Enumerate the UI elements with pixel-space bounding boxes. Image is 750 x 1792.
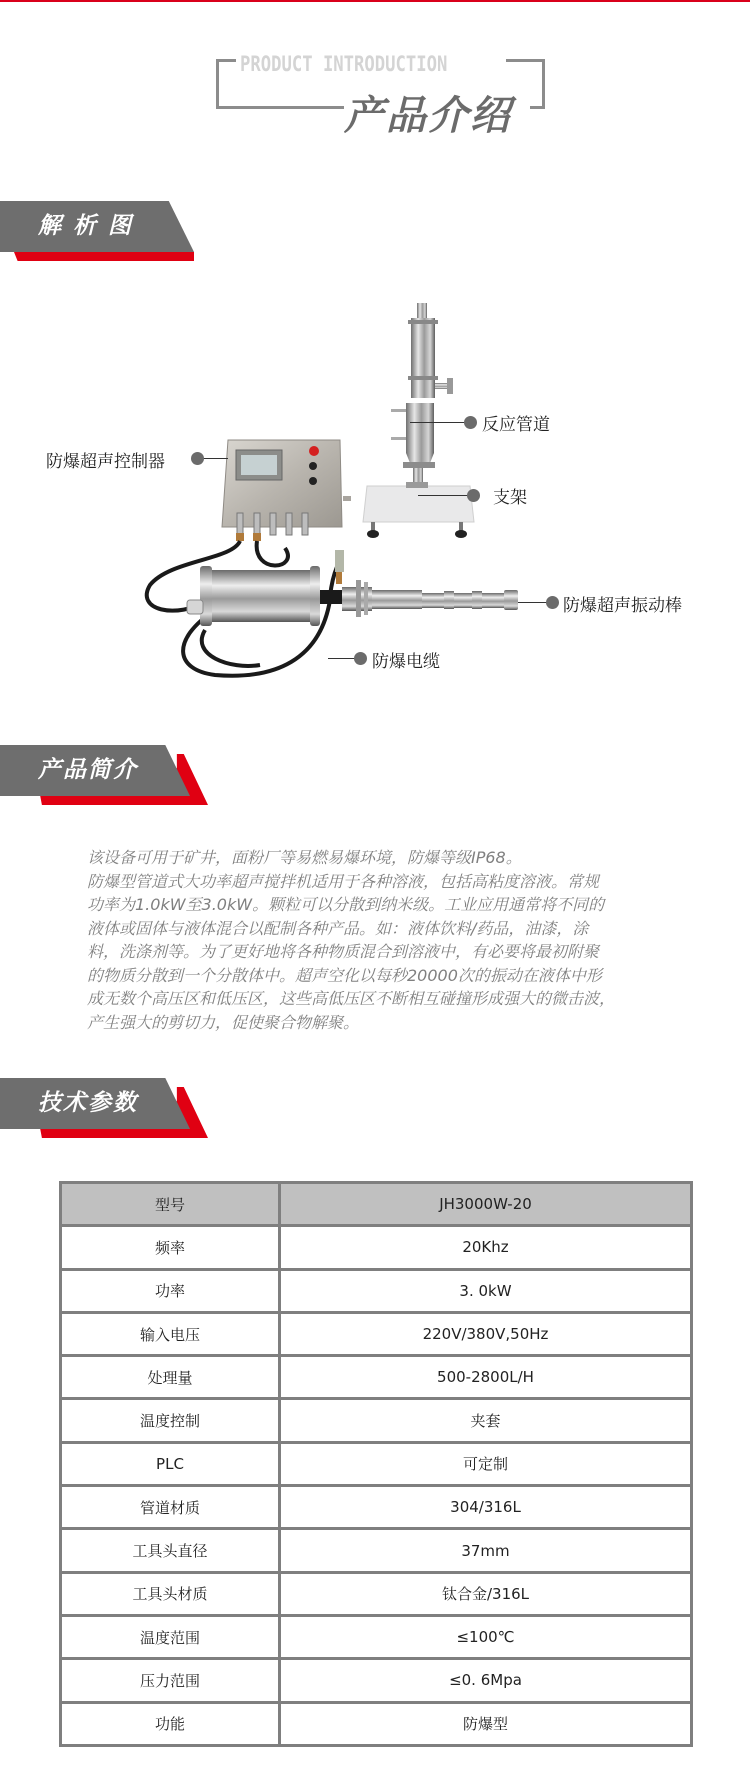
- table-row: [61, 1269, 692, 1312]
- callout-stand: 支架: [493, 488, 527, 508]
- spec-key: 型号: [61, 1183, 280, 1226]
- intro-line: 产生强大的剪切力，促使聚合物解聚。: [87, 1012, 360, 1032]
- spec-value: ≤100℃: [280, 1615, 692, 1658]
- intro-line: 功率为1.0kW至3.0kW。颗粒可以分散到纳米级。工业应用通常将不同的: [87, 895, 605, 914]
- spec-value: 20Khz: [280, 1226, 692, 1269]
- spec-key: 管道材质: [61, 1486, 280, 1529]
- section-header-intro: [0, 745, 240, 815]
- title-bracket-right: [542, 59, 545, 109]
- spec-key: 温度范围: [61, 1615, 280, 1658]
- spec-key: 输入电压: [61, 1312, 280, 1355]
- spec-value: 可定制: [280, 1442, 692, 1485]
- spec-key: 频率: [61, 1226, 280, 1269]
- section-title: 解 析 图: [38, 213, 134, 239]
- spec-value: 3. 0kW: [280, 1269, 692, 1312]
- title-bracket-bottom-left: [216, 106, 344, 109]
- callout-dot-controller: [191, 452, 204, 465]
- table-row: [61, 1486, 692, 1529]
- spec-table: [59, 1181, 693, 1747]
- table-row: [61, 1226, 692, 1269]
- table-row: [61, 1356, 692, 1399]
- table-row: [61, 1615, 692, 1658]
- table-row: [61, 1312, 692, 1355]
- callout-dot-reactor: [464, 416, 477, 429]
- callout-dot-rod: [546, 596, 559, 609]
- table-row: [61, 1529, 692, 1572]
- title-bracket-top-right: [506, 59, 545, 62]
- spec-value: 304/316L: [280, 1486, 692, 1529]
- callout-dot-stand: [467, 489, 480, 502]
- title-bracket-bottom-right: [530, 106, 545, 109]
- section-header-specs: [0, 1078, 240, 1148]
- title-bracket-left: [216, 59, 219, 109]
- spec-value: 37mm: [280, 1529, 692, 1572]
- callout-vibration-rod: 防爆超声振动棒: [563, 596, 682, 616]
- table-row: [61, 1659, 692, 1702]
- spec-value: 500-2800L/H: [280, 1356, 692, 1399]
- callout-line-stand: [418, 495, 473, 496]
- callout-dot-cable: [354, 652, 367, 665]
- intro-line: 料，洗涤剂等。为了更好地将各种物质混合到溶液中，有必要将最初附聚: [87, 942, 600, 961]
- section-underline: [14, 252, 194, 261]
- spec-key: 处理量: [61, 1356, 280, 1399]
- spec-key: 功能: [61, 1702, 280, 1745]
- spec-key: 温度控制: [61, 1399, 280, 1442]
- table-row: [61, 1399, 692, 1442]
- section-header-diagram: [0, 201, 240, 271]
- callout-line-reactor: [410, 422, 470, 423]
- callout-controller: 防爆超声控制器: [46, 452, 165, 472]
- spec-value: 夹套: [280, 1399, 692, 1442]
- intro-line: 液体或固体与液体混合以配制各种产品。如：液体饮料/药品，油漆，涂: [87, 918, 589, 938]
- product-diagram: [0, 280, 750, 680]
- spec-value: JH3000W-20: [280, 1183, 692, 1226]
- spec-key: 工具头材质: [61, 1572, 280, 1615]
- intro-line: 的物质分散到一个分散体中。超声空化以每秒20000次的振动在液体中形: [87, 965, 602, 985]
- title-chinese: 产品介绍: [344, 93, 512, 139]
- section-title: 技术参数: [38, 1090, 138, 1116]
- equipment-illustration: [0, 280, 750, 680]
- title-bracket-top-left: [216, 59, 236, 62]
- spec-value: 钛合金/316L: [280, 1572, 692, 1615]
- spec-key: 压力范围: [61, 1659, 280, 1702]
- table-row: [61, 1442, 692, 1485]
- spec-value: 防爆型: [280, 1702, 692, 1745]
- title-english: PRODUCT INTRODUCTION: [240, 52, 448, 76]
- table-row: [61, 1572, 692, 1615]
- spec-key: 工具头直径: [61, 1529, 280, 1572]
- section-title: 产品简介: [38, 757, 138, 783]
- spec-value: 220V/380V,50Hz: [280, 1312, 692, 1355]
- page-title-block: [0, 0, 750, 150]
- product-intro-text: [87, 846, 677, 1034]
- intro-line: 防爆型管道式大功率超声搅拌机适用于各种溶液，包括高粘度溶液。常规: [87, 871, 600, 891]
- callout-cable: 防爆电缆: [372, 652, 440, 672]
- table-header-row: [61, 1183, 692, 1226]
- callout-reactor-pipe: 反应管道: [482, 415, 550, 435]
- intro-line: 成无数个高压区和低压区，这些高低压区不断相互碰撞形成强大的微击波，: [87, 989, 616, 1008]
- callout-line-controller: [203, 458, 228, 459]
- spec-key: PLC: [61, 1442, 280, 1485]
- spec-value: ≤0. 6Mpa: [280, 1659, 692, 1702]
- spec-key: 功率: [61, 1269, 280, 1312]
- table-row: [61, 1702, 692, 1745]
- intro-line: 该设备可用于矿井，面粉厂等易燃易爆环境，防爆等级IP68。: [87, 848, 522, 867]
